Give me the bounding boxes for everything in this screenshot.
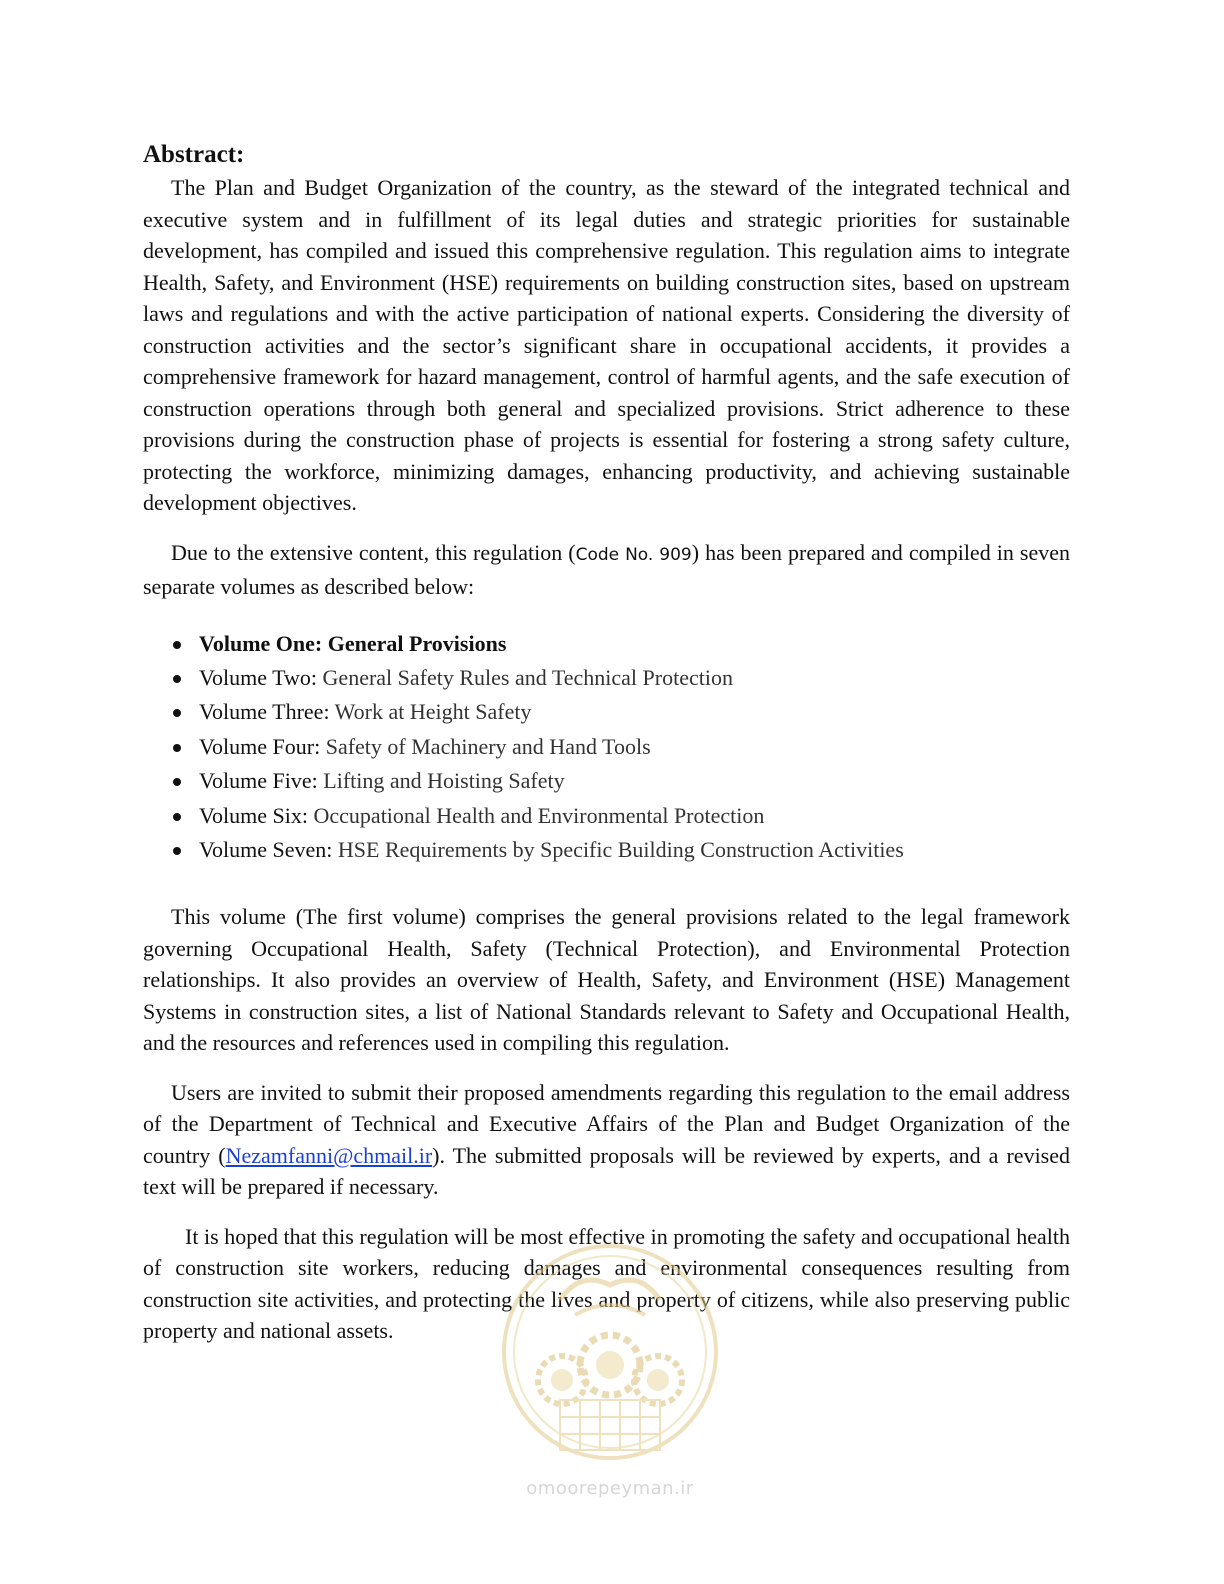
volume-label: Volume Six: bbox=[199, 802, 309, 828]
volume-title: General Safety Rules and Technical Protection bbox=[322, 664, 733, 690]
volume-title: General Provisions bbox=[327, 630, 507, 656]
volume-label: Volume Three: bbox=[199, 699, 330, 725]
volume-label: Volume Seven: bbox=[199, 836, 333, 862]
list-item-volume-three bbox=[171, 695, 1070, 729]
amendments-text-start: Users are invited to submit their proposed amendments regarding this regulation to the email address of the Department of Technical and Executive Affairs of the Plan and Budget Organization of the country ( bbox=[143, 1079, 1070, 1168]
document-page bbox=[143, 140, 1070, 1347]
list-item-volume-four bbox=[171, 730, 1070, 764]
volumes-intro-text-start: Due to the extensive content, this regulation ( bbox=[171, 539, 576, 565]
abstract-paragraph: The Plan and Budget Organization of the country, as the steward of the integrated technical and executive system and in fulfillment of its legal duties and strategic priorities for sustainable development, has compiled and issued this comprehensive regulation. This regulation aims to integrate Health, Safety, and Environment (HSE) requirements on building construction sites, based on upstream laws and regulations and with the active participation of national experts. Considering the diversity of construction activities and the sector’s significant share in occupational accidents, it provides a comprehensive framework for hazard management, control of harmful agents, and the safe execution of construction operations through both general and specialized provisions. Strict adherence to these provisions during the construction phase of projects is essential for fostering a strong safety culture, protecting the workforce, minimizing damages, enhancing productivity, and achieving sustainable development objectives. bbox=[143, 175, 1070, 515]
volume-label: Volume One: bbox=[199, 630, 323, 656]
closing-paragraph: It is hoped that this regulation will be most effective in promoting the safety and occupational health of construction site workers, reducing damages and environmental consequences resulting from construction site activities, and protecting the lives and property of citizens, while also preserving public property and national assets. bbox=[143, 1223, 1070, 1344]
list-item-volume-six bbox=[171, 799, 1070, 833]
volumes-intro-text-end: ) has been prepared and compiled in seven separate volumes as described below: bbox=[143, 539, 1070, 599]
volume-one-description-paragraph: This volume (The first volume) comprises the general provisions related to the legal framework governing Occupational Health, Safety (Technical Protection), and Environmental Protection relationships. It also provides an overview of Health, Safety, and Environment (HSE) Management Systems in construction sites, a list of National Standards relevant to Safety and Occupational Health, and the resources and references used in compiling this regulation. bbox=[143, 904, 1070, 1056]
email-link[interactable]: Nezamfanni@chmail.ir bbox=[225, 1142, 433, 1168]
volume-title: Safety of Machinery and Hand Tools bbox=[325, 733, 651, 759]
volume-label: Volume Four: bbox=[199, 733, 321, 759]
list-item-volume-two bbox=[171, 661, 1070, 695]
volumes-intro-paragraph bbox=[143, 537, 1070, 603]
volume-title: Lifting and Hoisting Safety bbox=[323, 768, 565, 794]
watermark-text: omoorepeyman.ir bbox=[526, 1478, 694, 1499]
volume-title: Occupational Health and Environmental Protection bbox=[313, 802, 765, 828]
list-item-volume-one bbox=[171, 627, 1070, 661]
volume-title: HSE Requirements by Specific Building Construction Activities bbox=[337, 836, 904, 862]
amendments-paragraph bbox=[143, 1077, 1070, 1203]
list-item-volume-five bbox=[171, 764, 1070, 798]
volume-label: Volume Two: bbox=[199, 664, 318, 690]
volume-title: Work at Height Safety bbox=[334, 699, 532, 725]
abstract-heading: Abstract: bbox=[143, 141, 245, 168]
amendments-text-end: ). The submitted proposals will be reviewed by experts, and a revised text will be prepared if necessary. bbox=[143, 1142, 1071, 1200]
list-item-volume-seven bbox=[171, 833, 1070, 867]
volume-label: Volume Five: bbox=[199, 768, 318, 794]
code-number: Code No. 909 bbox=[575, 544, 692, 565]
volume-list bbox=[143, 627, 1070, 868]
